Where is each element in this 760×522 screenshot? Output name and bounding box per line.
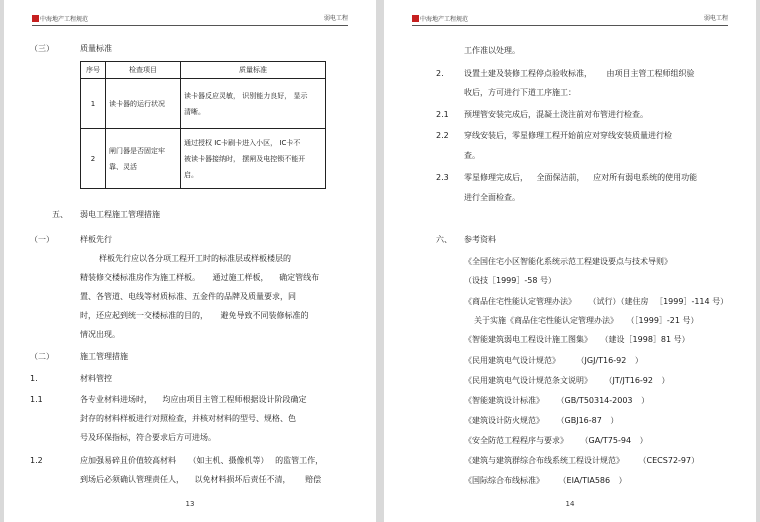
item-number: 1.1	[30, 395, 43, 404]
reference-item	[464, 356, 643, 366]
text-run: 赔偿	[305, 475, 322, 484]
table-header: 质量标准	[181, 62, 326, 79]
text-run: 《商品住宅性能认定管理办法》	[464, 297, 576, 306]
table-cell: 2	[81, 129, 106, 189]
reference-item	[464, 456, 699, 466]
table-header: 序号	[81, 62, 106, 79]
cell-text: 卡不	[286, 138, 301, 147]
text-run: 各专业材料进场时，	[80, 395, 152, 404]
item-number: 2.1	[436, 110, 449, 119]
cell-text: 靠、灵活	[109, 162, 137, 171]
cell-text: IC	[279, 138, 287, 147]
page-right	[384, 0, 756, 522]
reference-item	[464, 416, 618, 426]
header-section-title: 弱电工程	[703, 15, 728, 22]
item-title: 材料管控	[80, 374, 112, 383]
cell-text: IC卡刷卡进入小区，	[214, 138, 278, 147]
text-run: （［1999］-21 号）	[626, 316, 699, 325]
cell-text: 识别能力良好，	[242, 91, 292, 100]
text-run: 通过施工样板，	[212, 273, 269, 282]
reference-item	[464, 436, 648, 446]
logo-text: 中海地产工程规范	[40, 16, 89, 23]
heading-number: （一）	[30, 235, 54, 244]
text-run: 关于实施《商品住宅性能认定管理办法》	[474, 316, 618, 325]
text-run: 《民用建筑电气设计规范》	[464, 356, 560, 365]
paragraph-line: 预埋管安装完成后，混凝土浇注前对布管进行检查。	[464, 110, 648, 119]
section-title: 参考资料	[464, 235, 496, 244]
paragraph-line	[80, 395, 307, 405]
text-run: 《智能建筑设计标准》	[464, 396, 544, 405]
text-run: 应对所有弱电系统的使用功能	[593, 173, 698, 182]
heading-number: （三）	[30, 44, 54, 53]
item-number: 2.3	[436, 173, 449, 182]
reference-item: 《全国住宅小区智能化系统示范工程建设要点与技术导则》	[464, 257, 672, 266]
logo-mark-icon	[32, 15, 39, 22]
quality-table	[80, 61, 326, 189]
paragraph-line: 进行全面检查。	[464, 193, 520, 202]
item-number: 1.2	[30, 456, 43, 465]
text-run: ）	[634, 356, 643, 365]
table-cell	[181, 79, 326, 129]
text-run: 的监管工作，	[275, 456, 324, 465]
text-run: （EIA/TIA586	[558, 476, 611, 485]
header-section-title: 弱电工程	[323, 15, 348, 22]
text-run: （JT/JT16-92	[604, 376, 653, 385]
paragraph-line	[80, 475, 321, 485]
text-run: （JGJ/T16-92	[576, 356, 627, 365]
paragraph-line	[80, 273, 319, 283]
table-header: 检查项目	[106, 62, 181, 79]
table-row	[81, 79, 326, 129]
reference-item	[464, 476, 627, 486]
section-title: 弱电工程施工管理措施	[80, 210, 160, 219]
item-number: 1.	[30, 374, 38, 383]
text-run: 《建筑与建筑群综合布线系统工程设计规范》	[464, 456, 624, 465]
text-run: （CECS72-97）	[638, 456, 700, 465]
text-run: 到场后必须确认管理责任人，	[80, 475, 184, 484]
page-left	[4, 0, 376, 522]
cell-text: 闸门器是否固定牢	[109, 146, 165, 155]
text-run: 避免导致不同装修标准的	[220, 311, 309, 320]
text-run: 均应由项目主管工程师根据设计阶段确定	[162, 395, 307, 404]
reference-item	[464, 335, 690, 345]
cell-text: 启。	[184, 170, 198, 179]
text-run: 时，还应起到统一交楼标准的目的，	[80, 311, 208, 320]
table-header-row	[81, 62, 326, 79]
reference-item	[464, 297, 728, 307]
table-cell: 1	[81, 79, 106, 129]
paragraph-line: 收后，方可进行下道工序施工：	[464, 88, 576, 97]
company-logo	[32, 15, 88, 24]
page-header	[32, 15, 348, 26]
paragraph-line: 工作准以处理。	[464, 46, 520, 55]
page-number: 14	[565, 500, 575, 508]
paragraph-line: 样板先行应以各分项工程开工时的标准层或样板楼层的	[99, 254, 291, 263]
cell-text: 被读卡器接纳时，	[184, 154, 240, 163]
item-number: 2.2	[436, 131, 449, 140]
table-cell	[181, 129, 326, 189]
text-run: 应加强易碎且价值较高材料	[80, 456, 176, 465]
text-run: （GB/T50314-2003	[556, 396, 633, 405]
text-run: （建设［1998］81 号）	[600, 335, 690, 344]
section-number: 五、	[52, 210, 68, 219]
paragraph-line	[80, 311, 309, 321]
text-run: 《智能建筑弱电工程设计施工图集》	[464, 335, 592, 344]
table-cell: 读卡器的运行状况	[106, 79, 181, 129]
cell-text: 通过授权	[184, 138, 212, 147]
paragraph-line: 号及环保指标，符合要求后方可进场。	[80, 433, 216, 442]
text-run: ）	[639, 436, 648, 445]
text-run: 全面保洁前，	[536, 173, 585, 182]
reference-item	[474, 316, 699, 326]
paragraph-line	[464, 173, 697, 183]
logo-mark-icon	[412, 15, 419, 22]
company-logo	[412, 15, 468, 24]
text-run: ［1999］-114 号）	[655, 297, 729, 306]
paragraph-line: 置、各管道、电线等材质标准、五金件的品牌及质量要求，同	[80, 292, 296, 301]
heading-title: 质量标准	[80, 44, 112, 53]
text-run: 零星修理完成后，	[464, 173, 528, 182]
section-number: 六、	[436, 235, 452, 244]
text-run: ）	[661, 376, 670, 385]
text-run: （如主机、摄像机等）	[188, 456, 269, 465]
heading-title: 施工管理措施	[80, 352, 128, 361]
table-cell	[106, 129, 181, 189]
cell-text: 摆闸及电控锁不能开	[242, 154, 306, 163]
text-run: ）	[610, 416, 619, 425]
cell-text: 读卡器反应灵敏，	[184, 91, 240, 100]
text-run: 以免材料损坏后责任不清，	[194, 475, 291, 484]
paragraph-line	[80, 456, 323, 466]
cell-text: 清晰。	[184, 107, 205, 116]
logo-text: 中海地产工程规范	[420, 16, 469, 23]
paragraph-line	[464, 69, 695, 79]
text-run: （GA/T75-94	[580, 436, 632, 445]
paragraph-line: 查。	[464, 151, 480, 160]
reference-item: （设技［1999］-58 号）	[464, 276, 556, 285]
text-run: 《安全防范工程程序与要求》	[464, 436, 568, 445]
table-row	[81, 129, 326, 189]
heading-title: 样板先行	[80, 235, 112, 244]
text-run: 确定管线布	[279, 273, 320, 282]
page-number: 13	[185, 500, 195, 508]
page-header	[412, 15, 728, 26]
reference-item	[464, 396, 649, 406]
text-run: 设置土建及装修工程停点验收标准，	[464, 69, 592, 78]
text-run: 《民用建筑电气设计规范条文说明》	[464, 376, 592, 385]
text-run: （试行）	[588, 297, 621, 306]
item-number: 2.	[436, 69, 444, 78]
text-run: 精装修交楼标准房作为施工样板。	[80, 273, 200, 282]
heading-number: （二）	[30, 352, 54, 361]
text-run: 由项目主管工程师组织验	[606, 69, 695, 78]
text-run: 《建筑设计防火规范》	[464, 416, 544, 425]
cell-text: 显示	[293, 91, 308, 100]
reference-item	[464, 376, 670, 386]
text-run: （GBJ16-87	[556, 416, 602, 425]
paragraph-line: 情况出现。	[80, 330, 120, 339]
text-run: ）	[618, 476, 627, 485]
paragraph-line: 穿线安装后，零星修理工程开始前应对穿线安装质量进行检	[464, 131, 672, 140]
text-run: 《国际综合布线标准》	[464, 476, 544, 485]
text-run: ）	[641, 396, 650, 405]
text-run: （建住房	[620, 297, 649, 306]
paragraph-line: 封存的材料样板进行对照检查，并核对材料的型号、规格、色	[80, 414, 296, 423]
